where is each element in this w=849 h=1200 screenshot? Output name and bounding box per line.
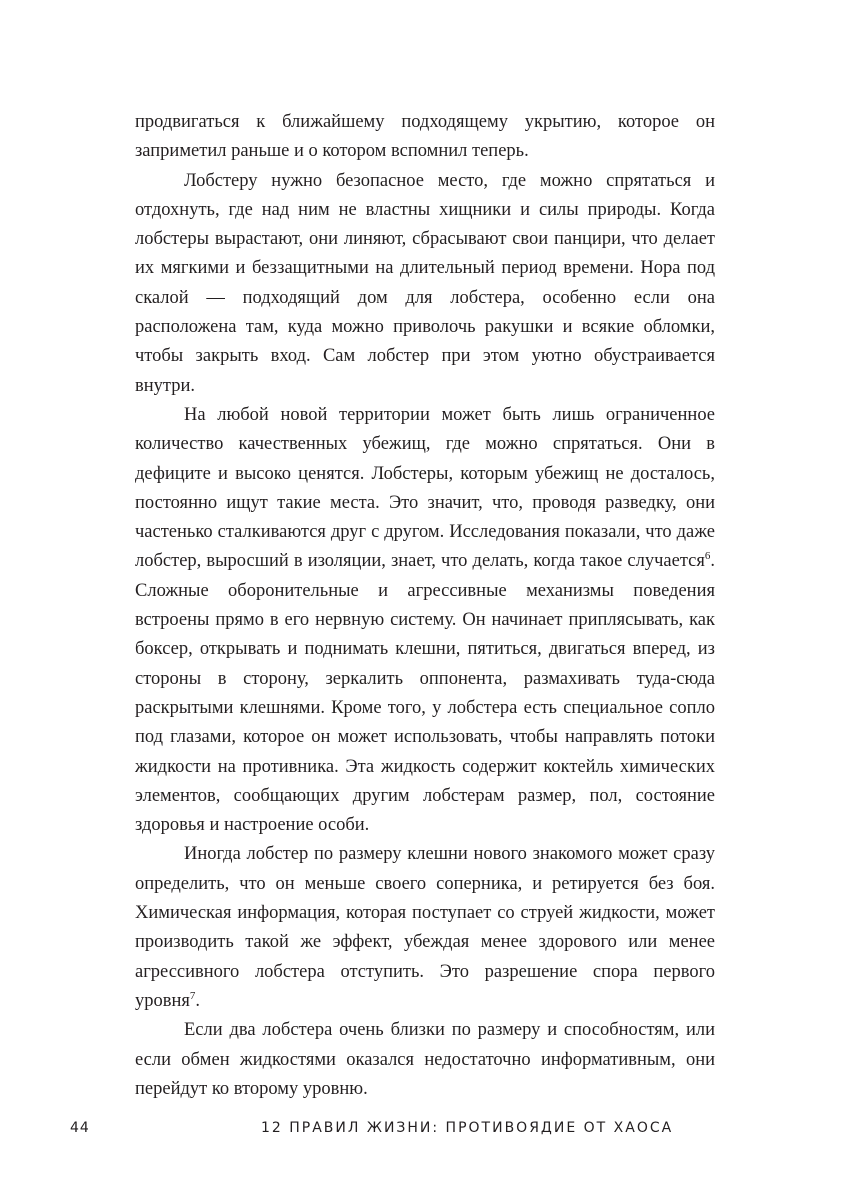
- paragraph-3: [135, 401, 715, 840]
- paragraph-1-text: продвигаться к ближайшему подходящему укрытию, которое он заприметил раньше и о котором вспомнил теперь.: [135, 112, 715, 162]
- paragraph-5-text: Если два лобстера очень близки по размеру и способностям, или если обмен жидкостями оказался недостаточно информативным, они перейдут ко второму уровню.: [135, 1020, 715, 1099]
- paragraph-4-text-after: .: [195, 990, 201, 1011]
- footnote-marker-7[interactable]: 7: [189, 989, 196, 1002]
- paragraph-4-text-before: Иногда лобстер по размеру клешни нового знакомого может сразу определить, что он меньше своего соперника, и ретируется без боя. Химическая информация, которая поступает со струей жидкости, может производить такой же эффект, убеждая менее здорового или менее агрессивного лобстера отступить. Это разрешение спора первого уровня: [135, 844, 715, 1011]
- body-text: [135, 108, 715, 1104]
- paragraph-2-text: Лобстеру нужно безопасное место, где можно спрятаться и отдохнуть, где над ним не властны хищники и силы природы. Когда лобстеры вырастают, они линяют, сбрасывают свои панцири, что делает их мягкими и беззащитными на длительный период времени. Нора под скалой — подходящий дом для лобстера, особенно если она расположена там, куда можно приволочь ракушки и всякие обломки, чтобы закрыть вход. Сам лобстер при этом уютно обустраивается внутри.: [135, 170, 715, 396]
- paragraph-1: [135, 108, 715, 167]
- paragraph-3-text-before: На любой новой территории может быть лишь ограниченное количество качественных убежищ, где можно спрятаться. Они в дефиците и высоко ценятся. Лобстеры, которым убежищ не досталось, постоянно ищут такие места. Это значит, что, проводя разведку, они частенько сталкиваются друг с другом. Исследования показали, что даже лобстер, выросший в изоляции, знает, что делать, когда такое случается: [135, 404, 715, 572]
- running-title: 12 ПРАВИЛ ЖИЗНИ: ПРОТИВОЯДИЕ ОТ ХАОСА: [261, 1120, 674, 1136]
- footnote-marker-6[interactable]: 6: [704, 550, 711, 563]
- paragraph-4: [135, 840, 715, 1016]
- paragraph-5: [135, 1016, 715, 1104]
- paragraph-2: [135, 167, 715, 401]
- paragraph-3-text-after: . Сложные оборонительные и агрессивные механизмы поведения встроены прямо в его нервную систему. Он начинает приплясывать, как боксер, открывать и поднимать клешни, пятиться, двигаться вперед, из стороны в сторону, зеркалить оппонента, размахивать туда-сюда раскрытыми клешнями. Кроме того, у лобстера есть специальное сопло под глазами, которое он может использовать, чтобы направлять потоки жидкости на противника. Эта жидкость содержит коктейль химических элементов, сообщающих другим лобстерам размер, пол, состояние здоровья и настроение особи.: [135, 551, 715, 836]
- page-number: 44: [70, 1120, 90, 1136]
